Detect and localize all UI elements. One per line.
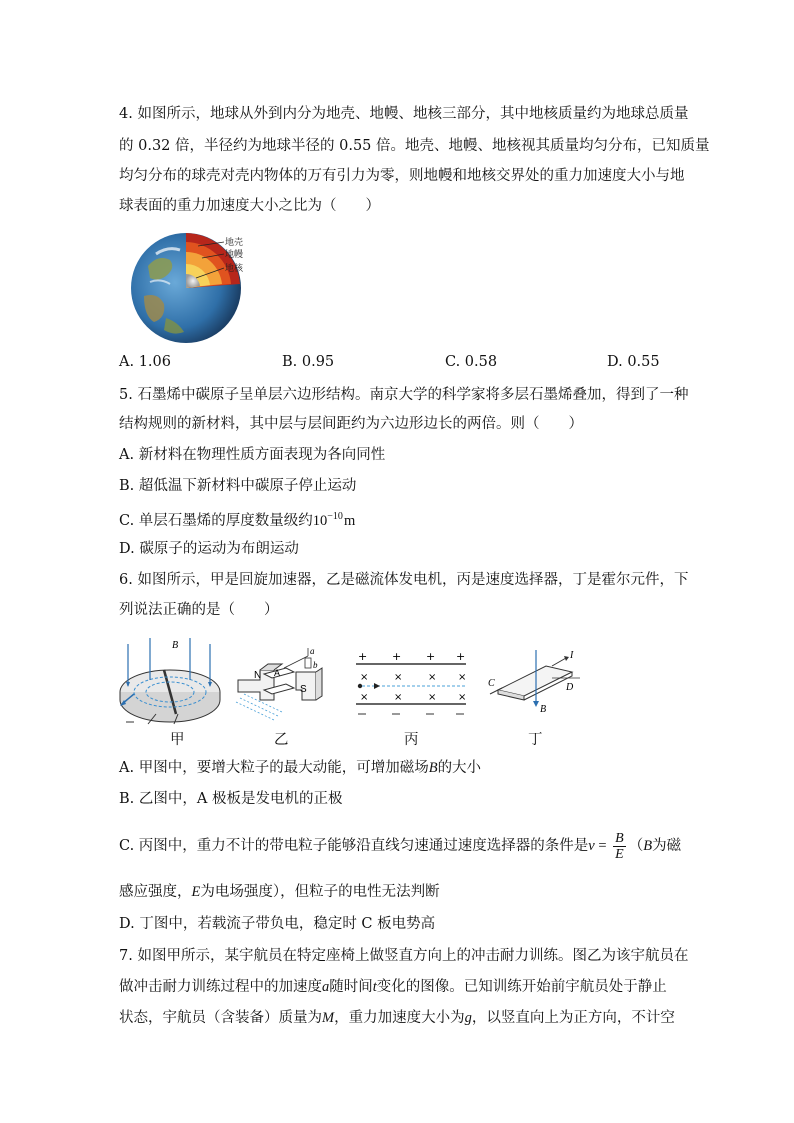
q5-line-2: 结构规则的新材料，其中层与层间距约为六边形边长的两倍。则（ ） [119, 416, 583, 432]
q5-option-a[interactable]: A. 新材料在物理性质方面表现为各向同性 [119, 447, 386, 463]
q6-option-c-line2-post: 为电场强度），但粒子的电性无法判断 [200, 884, 440, 900]
q7-line2-mid: 随时间 [329, 979, 373, 995]
fig-label-yi: 乙 [274, 732, 289, 748]
q6-option-c-paren: （ [628, 838, 644, 854]
hall-i-label: I [570, 650, 574, 661]
q7-line3-mid: ，重力加速度大小为 [334, 1010, 465, 1026]
q5-option-c-text: C. 单层石墨烯的厚度数量级约 [119, 512, 313, 529]
svg-text:+: + [426, 650, 436, 663]
svg-text:+: + [358, 650, 368, 663]
fig-label-jia: 甲 [170, 732, 185, 748]
earth-layers-figure [126, 226, 268, 344]
q6-line-1: 6. 如图所示，甲是回旋加速器，乙是磁流体发电机，丙是速度选择器，丁是霍尔元件，下 [119, 572, 689, 588]
q7-line3-g: g [464, 1010, 472, 1026]
q6-option-c-line2-pre: 感应强度， [119, 884, 192, 900]
q6-option-c-v: v [588, 838, 595, 854]
q6-option-c-fraction [613, 831, 626, 862]
q5-option-c-exponent: −10 [327, 511, 343, 522]
q5-option-c-unit: m [343, 512, 356, 529]
velocity-selector-figure [354, 650, 468, 720]
q4-option-b[interactable]: B. 0.95 [282, 354, 335, 370]
cyclotron-figure [116, 634, 228, 726]
q6-option-a-post: 的大小 [437, 760, 482, 776]
cyclotron-b-label: B [172, 640, 179, 651]
q4-line-4: 球表面的重力加速度大小之比为（ ） [119, 198, 380, 214]
q6-option-a[interactable] [119, 758, 481, 778]
svg-text:×: × [394, 672, 403, 683]
q6-option-c-tail: 为磁 [652, 838, 682, 854]
q7-line-1: 7. 如图甲所示，某宇航员在特定座椅上做竖直方向上的冲击耐力训练。图乙为该宇航员在 [119, 948, 689, 964]
q6-option-c-text: C. 丙图中，重力不计的带电粒子能够沿直线匀速通过速度选择器的条件是 [119, 838, 589, 854]
q7-line3-m: M [322, 1010, 335, 1026]
svg-text:×: × [428, 692, 437, 703]
svg-text:×: × [428, 672, 437, 683]
q5-option-d[interactable]: D. 碳原子的运动为布朗运动 [119, 541, 299, 557]
q5-option-c-base: 10 [312, 512, 328, 529]
q6-option-c-line2-e: E [191, 884, 201, 900]
mantle-label: 地幔 [225, 250, 244, 260]
q6-option-c[interactable] [119, 828, 681, 864]
q6-option-d[interactable]: D. 丁图中，若载流子带负电，稳定时 C 板电势高 [119, 916, 436, 932]
mhd-b-label: b [313, 660, 318, 670]
q7-line2-pre: 做冲击耐力训练过程中的加速度 [119, 979, 322, 995]
svg-text:×: × [394, 692, 403, 703]
q7-line-2 [119, 977, 667, 997]
hall-b-label: B [540, 704, 547, 715]
svg-text:×: × [360, 672, 369, 683]
mhd-a-plate-label: A [274, 668, 281, 678]
q7-line2-t: t [372, 979, 377, 995]
q5-option-b[interactable]: B. 超低温下新材料中碳原子停止运动 [119, 478, 357, 494]
mhd-generator-figure [234, 644, 338, 724]
q5-line-1: 5. 石墨烯中碳原子呈单层六边形结构。南京大学的科学家将多层石墨烯叠加，得到了一种 [119, 387, 689, 403]
q4-line-1: 4. 如图所示，地球从外到内分为地壳、地幔、地核三部分，其中地核质量约为地球总质量 [119, 106, 689, 122]
hall-d-label: D [566, 682, 574, 693]
q4-option-d[interactable]: D. 0.55 [607, 354, 660, 370]
q7-line3-post: ，以竖直向上为正方向，不计空 [471, 1010, 675, 1026]
q6-option-b[interactable]: B. 乙图中，A 极板是发电机的正极 [119, 791, 343, 807]
q7-line-3 [119, 1008, 675, 1028]
mhd-n-label: N [254, 670, 262, 681]
q6-option-c-b: B [643, 838, 653, 854]
hall-c-label: C [488, 678, 495, 689]
q6-option-c-eq: = [594, 838, 611, 854]
q6-option-a-var: B [428, 760, 438, 776]
q6-option-c-line-2 [119, 882, 440, 902]
q6-option-c-denominator: E [615, 846, 624, 862]
q7-line3-pre: 状态，宇航员（含装备）质量为 [119, 1010, 322, 1026]
fig-label-bing: 丙 [404, 732, 419, 748]
q6-option-a-text: A. 甲图中，要增大粒子的最大动能，可增加磁场 [119, 760, 429, 776]
q7-line2-a: a [322, 979, 330, 995]
crust-label: 地壳 [225, 238, 244, 248]
q5-option-c[interactable] [119, 507, 355, 531]
mhd-s-label: S [300, 684, 307, 695]
q6-line-2: 列说法正确的是（ ） [119, 602, 279, 618]
q6-option-c-numerator: B [615, 830, 624, 846]
svg-text:×: × [458, 692, 467, 703]
q4-option-c[interactable]: C. 0.58 [445, 354, 498, 370]
q4-line-3: 均匀分布的球壳对壳内物体的万有引力为零，则地幔和地核交界处的重力加速度大小与地 [119, 168, 685, 184]
q4-option-a[interactable]: A. 1.06 [119, 354, 171, 370]
svg-text:×: × [458, 672, 467, 683]
svg-text:×: × [360, 692, 369, 703]
svg-text:+: + [456, 650, 466, 663]
core-label: 地核 [225, 264, 244, 274]
q4-line-2: 的 0.32 倍，半径约为地球半径的 0.55 倍。地壳、地幔、地核视其质量均匀分布，已知质量 [119, 138, 710, 154]
q7-line2-post: 变化的图像。已知训练开始前宇航员处于静止 [376, 979, 667, 995]
svg-text:+: + [392, 650, 402, 663]
mhd-a-label: a [310, 646, 315, 656]
fig-label-ding: 丁 [528, 732, 543, 748]
hall-element-figure [486, 646, 582, 718]
